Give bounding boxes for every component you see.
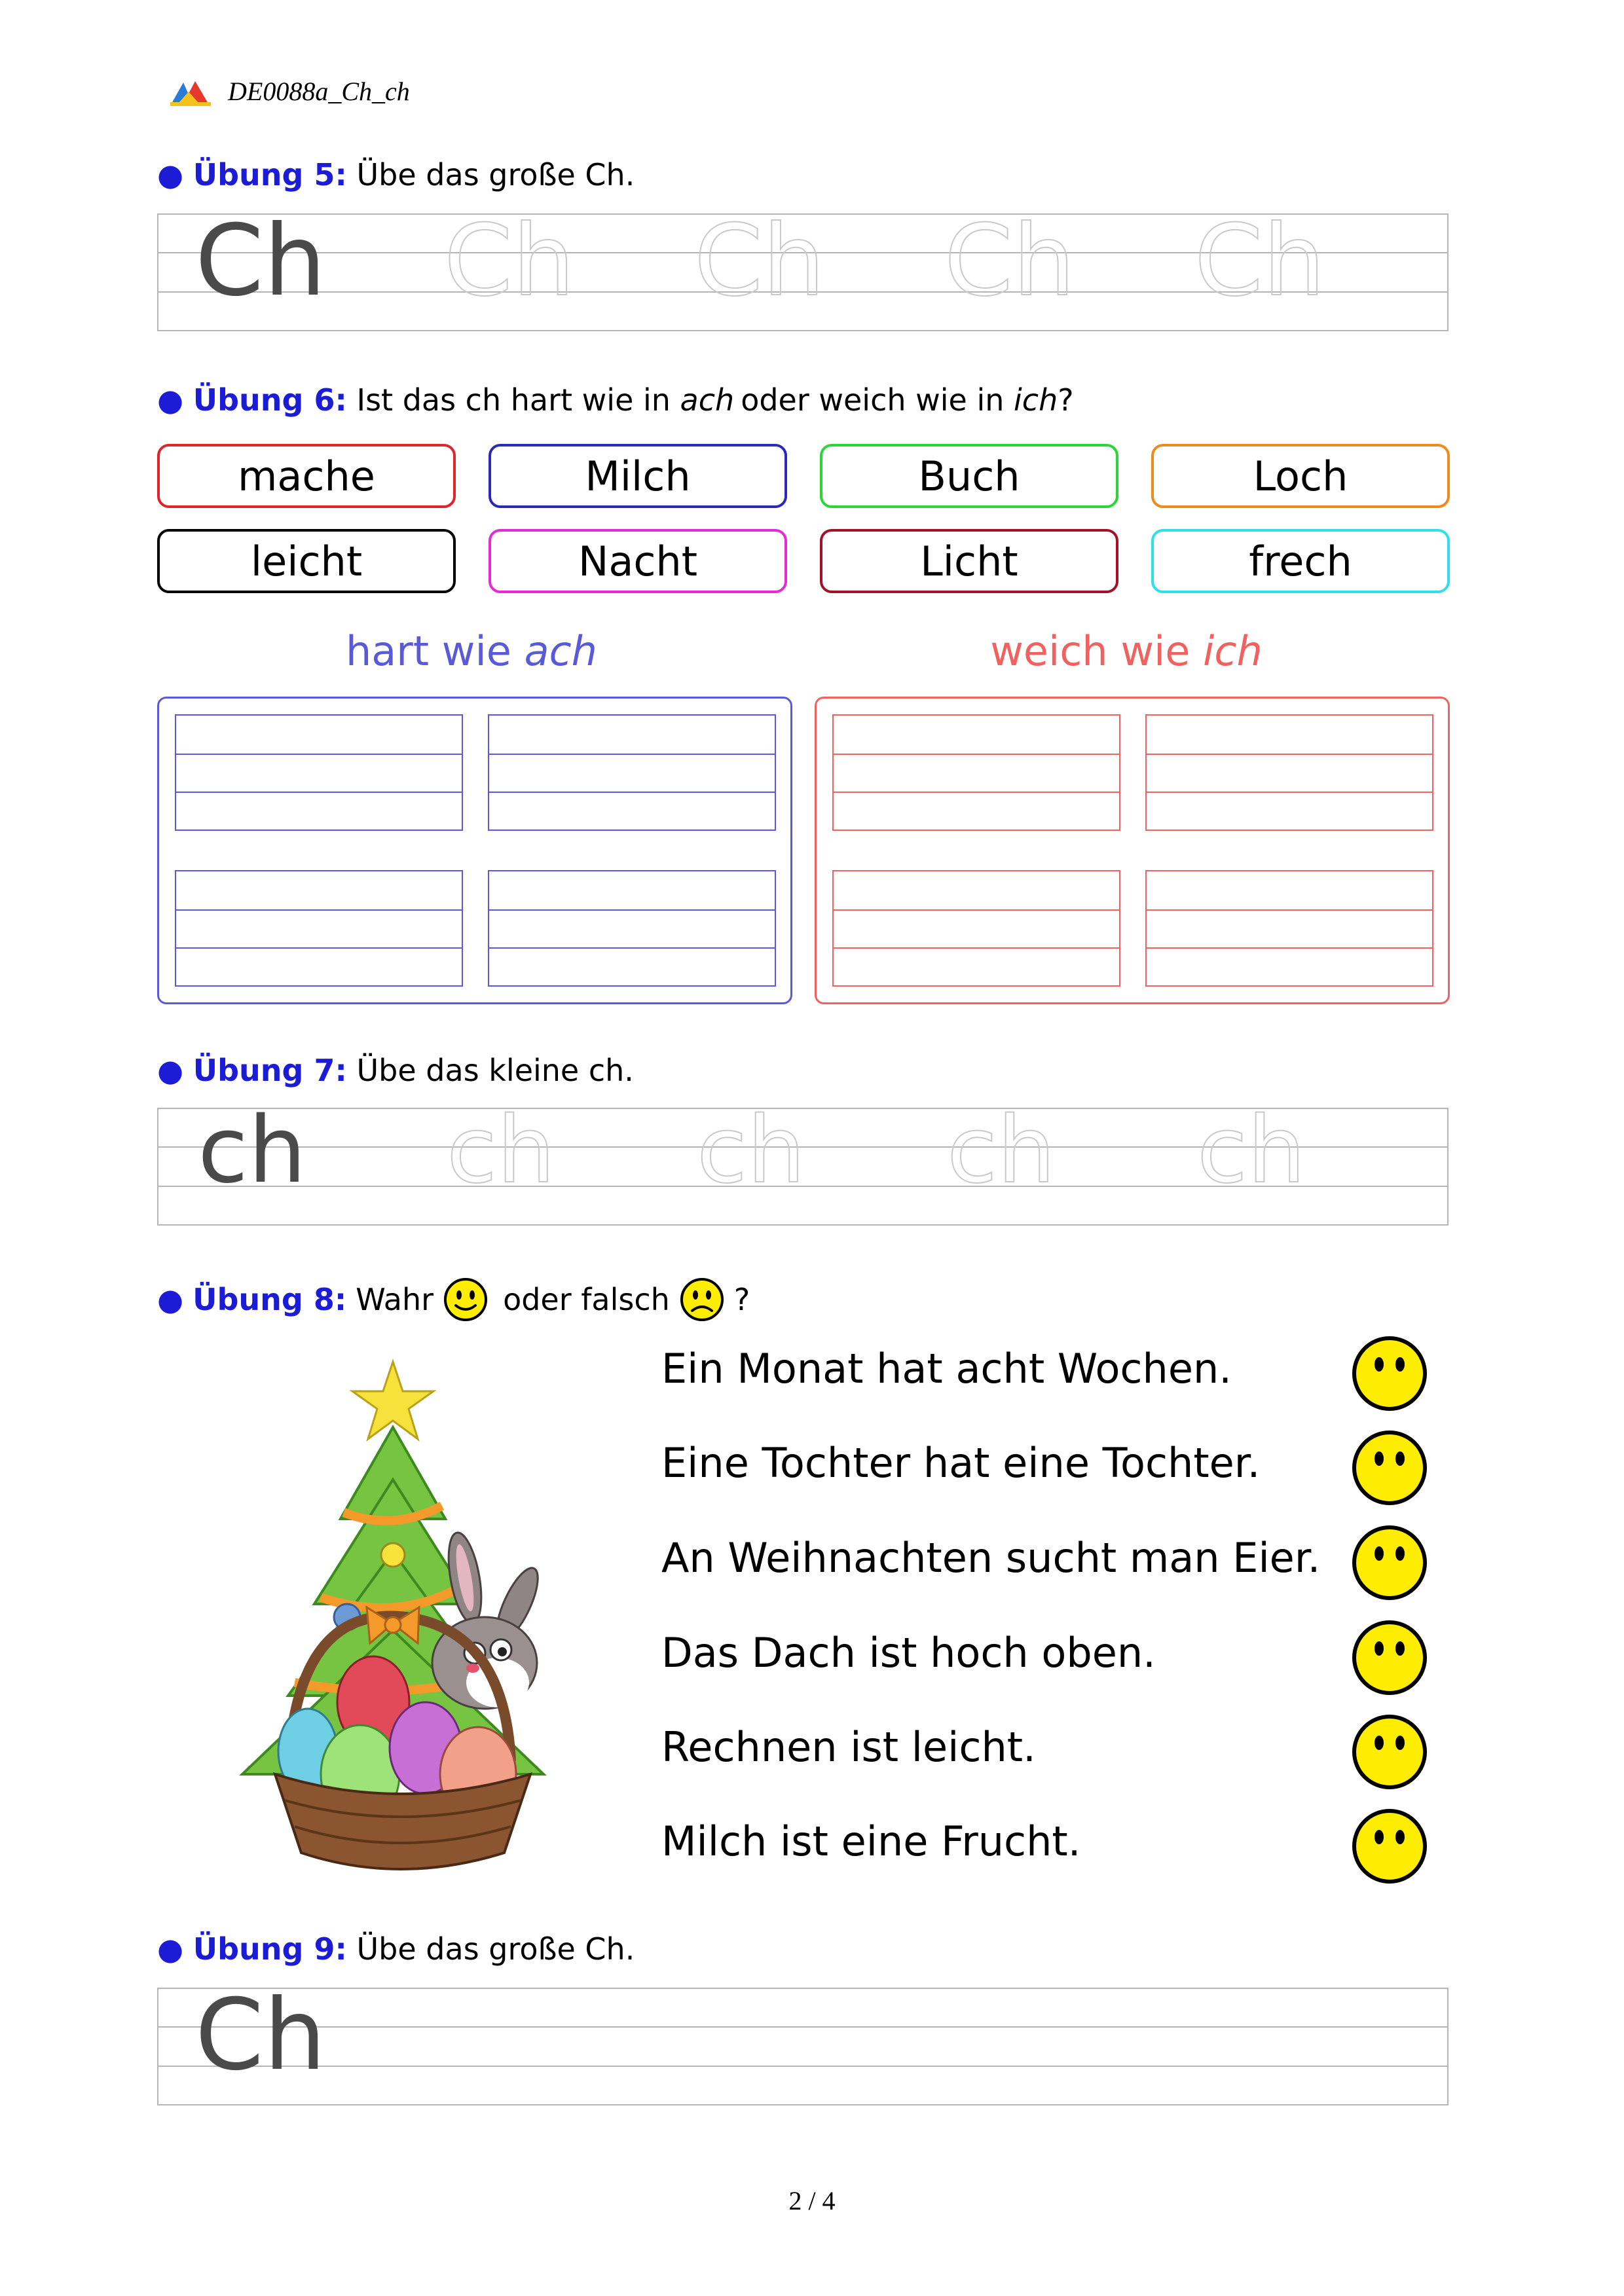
exercise-number: Übung 5: <box>193 157 347 192</box>
exercise-number: Übung 9: <box>193 1931 347 1967</box>
instruction-part: oder falsch <box>503 1282 670 1317</box>
answer-face-icon[interactable] <box>1352 1714 1428 1790</box>
writing-lines-ex5[interactable] <box>157 204 1449 331</box>
instruction-example-ach: ach <box>680 382 735 418</box>
statement: Das Dach ist hoch oben. <box>661 1629 1156 1677</box>
word-label: Milch <box>585 452 691 500</box>
answer-face-icon[interactable] <box>1352 1430 1428 1506</box>
exercise-6-heading <box>157 382 1074 418</box>
word-card[interactable] <box>489 529 787 593</box>
title-example: ich <box>1203 627 1263 675</box>
word-card[interactable] <box>1151 444 1450 508</box>
word-card[interactable] <box>157 444 456 508</box>
exercise-5-heading <box>157 157 635 192</box>
answer-lines[interactable] <box>175 714 463 831</box>
trace-letter: ch <box>447 1097 555 1204</box>
answer-face-icon[interactable] <box>1352 1808 1428 1884</box>
bullet: ● <box>157 1053 184 1088</box>
title-text: hart wie <box>346 627 511 675</box>
answer-lines[interactable] <box>488 714 776 831</box>
exercise-8-heading <box>157 1277 750 1322</box>
statement: An Weihnachten sucht man Eier. <box>661 1534 1321 1582</box>
school-logo-icon <box>169 77 212 107</box>
exercise-instruction: Übe das große Ch. <box>356 157 635 192</box>
trace-letter: Ch <box>444 204 575 318</box>
bullet: ● <box>157 1282 184 1317</box>
trace-letter: ch <box>1197 1097 1306 1204</box>
statement: Eine Tochter hat eine Tochter. <box>661 1439 1261 1487</box>
bullet: ● <box>157 1931 184 1967</box>
word-card[interactable] <box>820 444 1118 508</box>
model-letter: Ch <box>195 204 326 318</box>
word-label: Licht <box>920 537 1018 585</box>
exercise-number: Übung 8: <box>193 1282 347 1317</box>
answer-lines[interactable] <box>1145 714 1433 831</box>
answer-face-icon[interactable] <box>1352 1525 1428 1601</box>
instruction-example-ich: ich <box>1014 382 1058 418</box>
exercise-number: Übung 6: <box>193 382 347 418</box>
answer-lines[interactable] <box>832 714 1120 831</box>
happy-face-icon <box>443 1277 489 1322</box>
answer-lines[interactable] <box>175 870 463 987</box>
word-card[interactable] <box>489 444 787 508</box>
trace-letter: Ch <box>1194 204 1325 318</box>
bullet: ● <box>157 382 184 418</box>
exercise-9-heading <box>157 1931 635 1967</box>
exercise-instruction: Übe das große Ch. <box>356 1931 635 1967</box>
word-label: mache <box>238 452 375 500</box>
title-text: weich wie <box>990 627 1190 675</box>
word-card[interactable] <box>157 529 456 593</box>
writing-lines-ex7[interactable] <box>157 1097 1449 1226</box>
exercise-instruction: Übe das kleine ch. <box>356 1053 634 1088</box>
page-number: 2 / 4 <box>788 2186 836 2215</box>
sad-face-icon <box>679 1277 725 1322</box>
trace-letter: Ch <box>694 204 825 318</box>
word-label: Buch <box>918 452 1020 500</box>
answer-lines[interactable] <box>1145 870 1433 987</box>
christmas-tree-easter-bunny-icon <box>229 1355 557 1879</box>
answer-face-icon[interactable] <box>1352 1336 1428 1412</box>
statement: Milch ist eine Frucht. <box>661 1817 1081 1865</box>
trace-letter: ch <box>697 1097 805 1204</box>
word-label: leicht <box>250 537 363 585</box>
soft-sort-area[interactable] <box>815 697 1450 1004</box>
instruction-part: Wahr <box>356 1282 434 1317</box>
model-letter: Ch <box>195 1978 326 2092</box>
word-card[interactable] <box>820 529 1118 593</box>
exercise-number: Übung 7: <box>193 1053 347 1088</box>
hard-sort-area[interactable] <box>157 697 792 1004</box>
hard-column-title <box>177 627 766 675</box>
instruction-part: ? <box>733 1282 750 1317</box>
writing-lines-ex9[interactable] <box>157 1978 1449 2105</box>
statement: Ein Monat hat acht Wochen. <box>661 1345 1232 1393</box>
soft-column-title <box>832 627 1421 675</box>
trace-letter: Ch <box>944 204 1075 318</box>
instruction-part: Ist das ch hart wie in <box>356 382 671 418</box>
exercise-7-heading <box>157 1053 634 1088</box>
word-label: Loch <box>1253 452 1348 500</box>
model-letter: ch <box>198 1097 306 1204</box>
title-example: ach <box>524 627 597 675</box>
word-label: frech <box>1249 537 1352 585</box>
document-id: DE0088a_Ch_ch <box>228 77 410 106</box>
instruction-part: ? <box>1058 382 1074 418</box>
answer-lines[interactable] <box>488 870 776 987</box>
bullet: ● <box>157 157 184 192</box>
trace-letter: ch <box>947 1097 1056 1204</box>
answer-face-icon[interactable] <box>1352 1620 1428 1696</box>
instruction-part: oder weich wie in <box>741 382 1005 418</box>
statement: Rechnen ist leicht. <box>661 1723 1036 1771</box>
word-label: Nacht <box>578 537 698 585</box>
word-card[interactable] <box>1151 529 1450 593</box>
answer-lines[interactable] <box>832 870 1120 987</box>
